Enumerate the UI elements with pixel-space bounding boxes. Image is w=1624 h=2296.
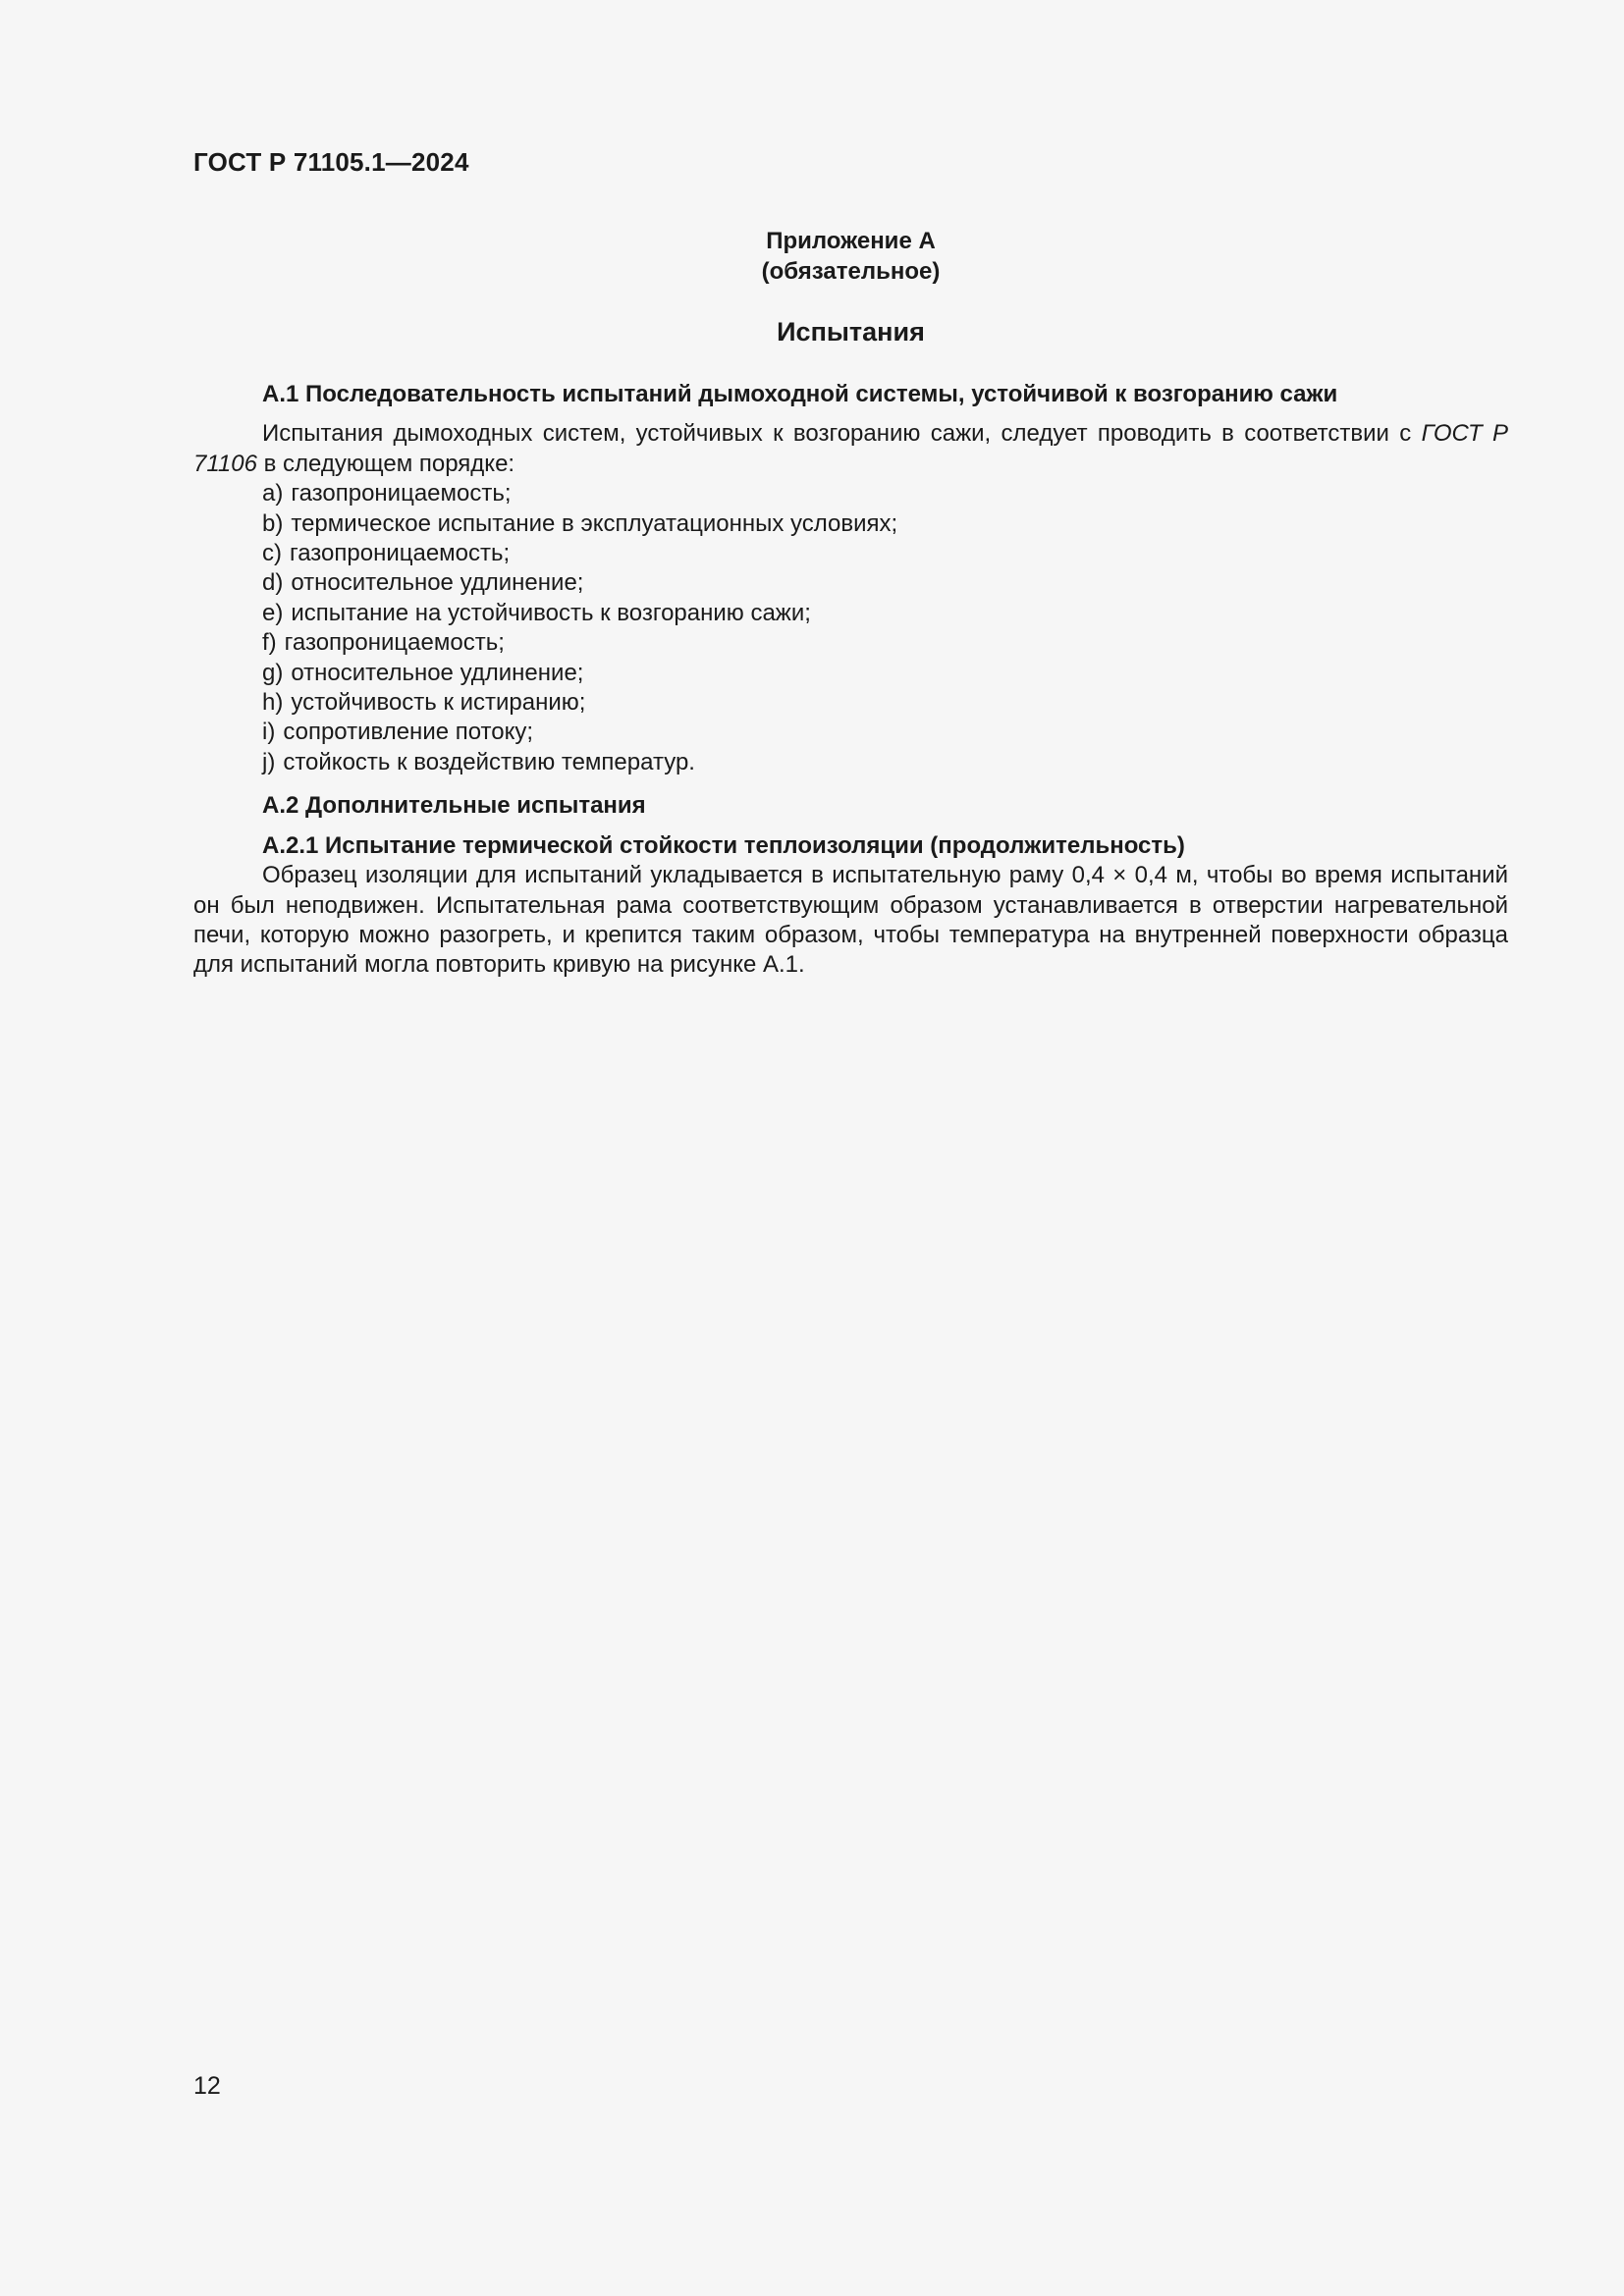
heading-a2: А.2 Дополнительные испытания [262,792,646,820]
list-item [193,659,1508,688]
list-item-text: сопротивление потоку; [283,719,534,746]
list-item-text: устойчивость к истиранию; [291,689,586,717]
paragraph-a1-intro [193,419,1508,479]
list-marker: d) [262,569,284,597]
test-sequence-list [193,479,1508,777]
list-item-text: газопроницаемость; [291,480,512,507]
list-item [193,688,1508,718]
document-id-header: ГОСТ Р 71105.1—2024 [193,147,469,177]
list-marker: e) [262,599,284,626]
list-marker: j) [262,748,276,775]
list-item [193,628,1508,658]
list-item [193,568,1508,598]
list-item-text: относительное удлинение; [291,659,584,686]
list-marker: i) [262,719,276,746]
list-marker: b) [262,509,284,537]
list-marker: g) [262,659,284,686]
list-item [193,539,1508,568]
list-item-text: газопроницаемость; [290,540,511,567]
list-item-text: относительное удлинение; [291,569,584,597]
section-title: Испытания [777,317,925,347]
list-item [193,599,1508,628]
heading-a1: А.1 Последовательность испытаний дымоходной системы, устойчивой к возгоранию сажи [262,381,1338,407]
document-body [193,380,1508,981]
list-item [193,479,1508,508]
list-item-text: испытание на устойчивость к возгоранию сажи; [291,599,811,626]
list-item [193,718,1508,747]
list-item [193,509,1508,539]
list-item-text: термическое испытание в эксплуатационных условиях; [291,509,898,537]
page-number: 12 [193,2072,221,2100]
intro-text-end: в следующем порядке: [256,450,515,477]
list-item-text: газопроницаемость; [284,629,505,657]
standard-reference: ГОСТ Р 71106 [193,420,1509,477]
paragraph-a2-1: Образец изоляции для испытаний укладывается в испытательную раму 0,4 × 0,4 м, чтобы во время испытаний он был неподвижен. Испытательная рама соответствующим образом устанавливается в отверстии нагревательной печи, которую можно разогреть, и крепится таким образом, чтобы температура на внутренней поверхности образца для испытаний могла повторить кривую на рисунке А.1. [193,862,1508,979]
list-item [193,748,1508,777]
list-marker: c) [262,540,282,567]
list-marker: h) [262,689,284,717]
annex-title-block [0,226,1624,287]
heading-a2-1: А.2.1 Испытание термической стойкости теплоизоляции (продолжительность) [262,831,1185,859]
annex-title: Приложение А [766,228,936,254]
list-marker: f) [262,629,277,657]
intro-text-start: Испытания дымоходных систем, устойчивых к возгоранию сажи, следует проводить в соответствии с [262,420,1422,448]
list-marker: a) [262,480,284,507]
list-item-text: стойкость к воздействию температур. [283,748,695,775]
annex-status: (обязательное) [761,258,941,285]
